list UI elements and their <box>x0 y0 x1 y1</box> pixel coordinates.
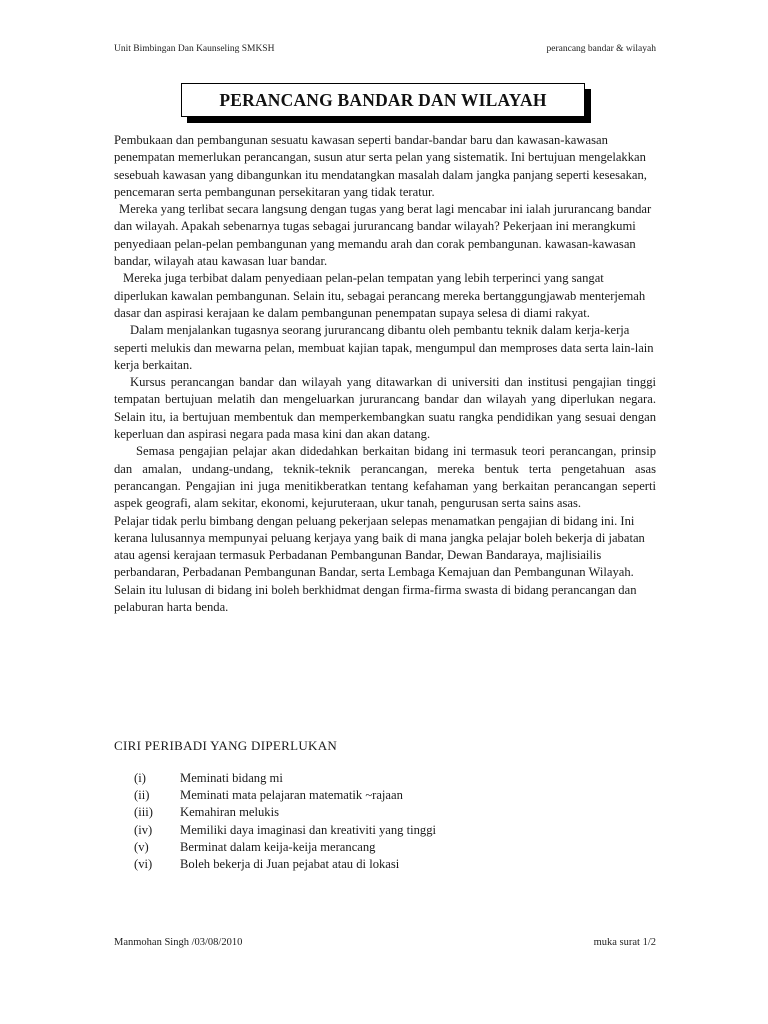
list-item <box>134 804 554 821</box>
list-item <box>134 839 554 856</box>
footer-page-number: muka surat 1/2 <box>593 937 656 948</box>
list-item-number: (iv) <box>134 822 153 837</box>
list-item-number: (ii) <box>134 788 150 803</box>
traits-list <box>134 770 554 873</box>
document-body <box>114 132 656 616</box>
page-header <box>114 44 656 58</box>
page-footer <box>114 937 656 951</box>
footer-author-date: Manmohan Singh /03/08/2010 <box>114 937 243 948</box>
title-banner <box>181 83 585 117</box>
paragraph-intro: Pembukaan dan pembangunan sesuatu kawasan seperti bandar-bandar baru dan kawasan-kawasan penempatan memerlukan perancangan, susun atur serta pelan yang sistematik. Ini bertujuan mengelakkan sesebuah kawasan yang dibangunkan itu mendatangkan masalah dalam jangka panjang seperti kesesakan, pencemaran serta pembangunan persekitaran yang tidak teratur. <box>114 133 647 199</box>
header-left-text: Unit Bimbingan Dan Kaunseling SMKSH <box>114 44 275 54</box>
section-heading-traits: CIRI PERIBADI YANG DIPERLUKAN <box>114 738 338 753</box>
list-item-text: Meminati mata pelajaran matematik ~rajaan <box>180 788 403 803</box>
list-item <box>134 822 554 839</box>
list-item-number: (iii) <box>134 805 153 820</box>
list-item-number: (v) <box>134 839 149 854</box>
paragraph-role: Mereka yang terlibat secara langsung dengan tugas yang berat lagi mencabar ini ialah jururancang bandar dan wilayah. Apakah sebenarnya tugas sebagai jururancang bandar wilayah? Pekerjaan ini merangkumi penyediaan pelan-pelan pembangunan yang memandu arah dan corak pembangunan. kawasan-kawasan bandar, wilayah atau kawasan luar bandar. <box>114 202 652 269</box>
list-item <box>134 770 554 787</box>
header-right-text: perancang bandar & wilayah <box>546 44 656 54</box>
list-item-number: (i) <box>134 771 146 785</box>
paragraph-study: Semasa pengajian pelajar akan didedahkan berkaitan bidang ini termasuk teori perancangan, prinsip dan amalan, undang-undang, teknik-teknik perancangan, mereka bentuk terta pengetahuan asas perancangan. Pengajian ini juga menitikberatkan tentang kefahaman yang berkaitan perancangan seperti aspek geografi, alam sekitar, ekonomi, kejuruteraan, ukur tanah, pengurusan serta sains asas. <box>114 444 656 511</box>
paragraph-courses: Kursus perancangan bandar dan wilayah yang ditawarkan di universiti dan institusi pengajian tinggi tempatan bertujuan melatih dan mengeluarkan jururancang bandar dan wilayah yang diperlukan negara. Selain itu, ia bertujuan membentuk dan memperkembangkan suatu rangka pendidikan yang sesuai dengan keperluan dan aspirasi negara pada masa kini dan akan datang. <box>114 375 656 442</box>
paragraph-assistants: Dalam menjalankan tugasnya seorang jururancang dibantu oleh pembantu teknik dalam kerja-kerja seperti melukis dan mewarna pelan, membuat kajian tapak, mengumpul dan memproses data serta lain-lain kerja berkaitan. <box>114 323 654 372</box>
list-item-text: Boleh bekerja di Juan pejabat atau di lokasi <box>180 856 400 871</box>
list-item-text: Memiliki daya imaginasi dan kreativiti yang tinggi <box>180 822 437 837</box>
list-item-text: Meminati bidang mi <box>180 771 283 785</box>
list-item-number: (vi) <box>134 856 153 871</box>
page-title: PERANCANG BANDAR DAN WILAYAH <box>181 83 585 117</box>
list-item <box>134 787 554 804</box>
paragraph-local-plans: Mereka juga terbibat dalam penyediaan pelan-pelan tempatan yang lebih terperinci yang sangat diperlukan kawalan pembangunan. Selain itu, sebagai perancang mereka bertanggungjawab menterjemah dasar dan aspirasi kerajaan ke dalam pembangunan penempatan supaya selesa di diami rakyat. <box>114 271 646 320</box>
list-item-text: Kemahiran melukis <box>180 805 279 820</box>
list-item-text: Berminat dalam keija-keija merancang <box>180 839 376 854</box>
paragraph-careers: Pelajar tidak perlu bimbang dengan peluang pekerjaan selepas menamatkan pengajian di bidang ini. Ini kerana lulusannya mempunyai peluang kerjaya yang baik di mana jangka pelajar boleh bekerja di jabatan atau agensi kerajaan termasuk Perbadanan Pembangunan Bandar, Dewan Bandaraya, majlisiailis perbandaran, Perbadanan Pembangunan Bandar, serta Lembaga Kemajuan dan Pembangunan Wilayah. Selain itu lulusan di bidang ini boleh berkhidmat dengan firma-firma swasta di bidang perancangan dan pelaburan harta benda. <box>114 513 645 615</box>
list-item <box>134 856 554 873</box>
